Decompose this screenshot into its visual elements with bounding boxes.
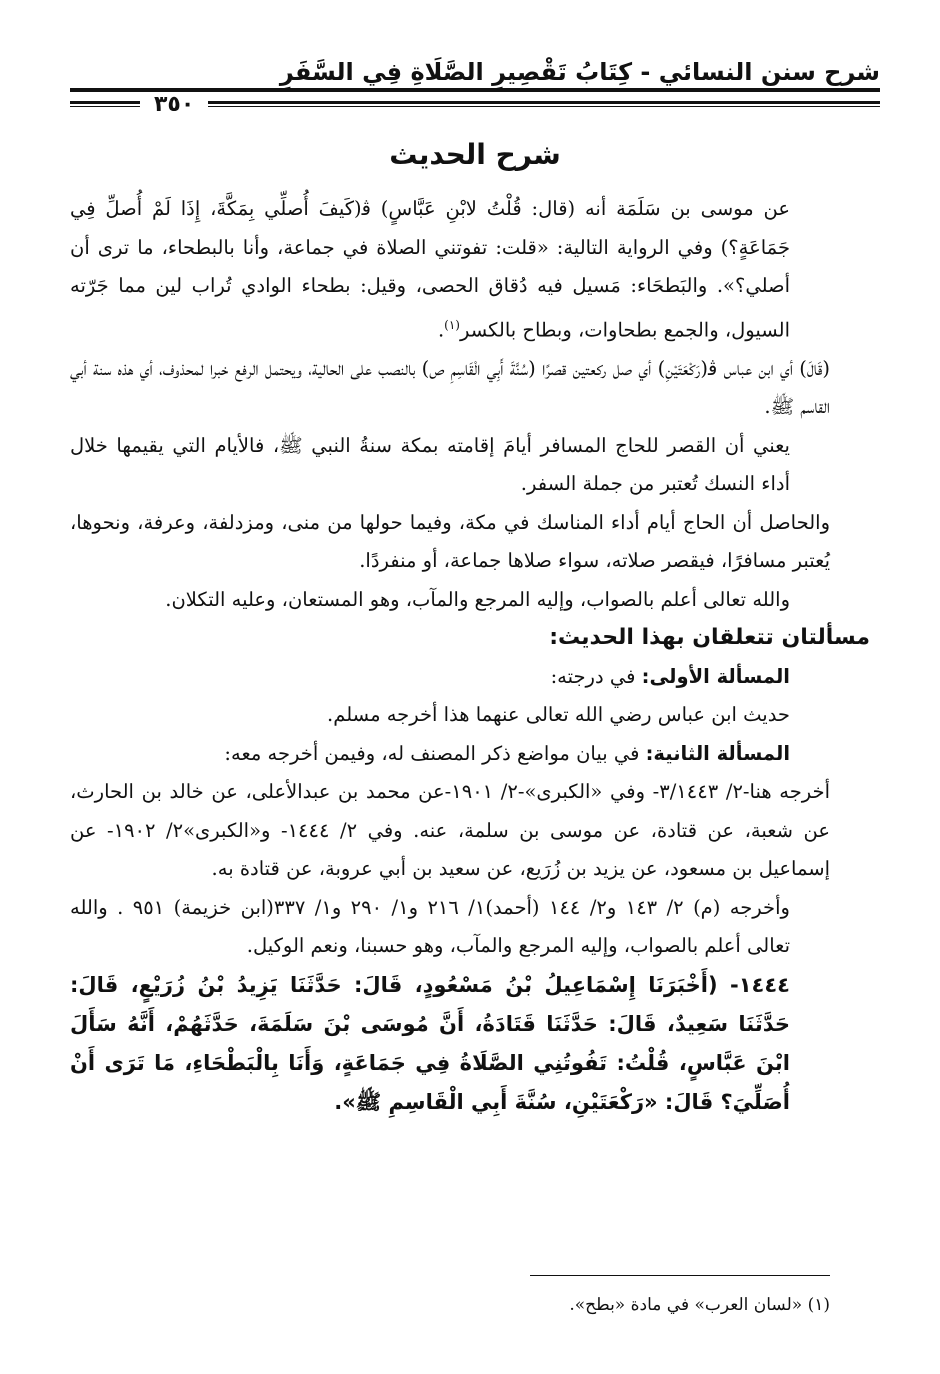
paragraph: عن موسى بن سَلَمَة أنه (قال: قُلْتُ لابْنِ عَبَّاسٍ) ﭬ(كَيفَ أُصلِّي بِمَكَّةَ، إِذَا لَمْ أُصلِّ فِي جَمَاعَةٍ؟) وفي الرواية التالية: «قلت: تفوتني الصلاة في جماعة، وأنا بالبطحاء، ما ترى أن أصلي؟». والبَطحَاء: مَسيل فيه دُقاق الحصى، وقيل: بطحاء الوادي تُراب لين مما جَرّته السيول، والجمع بطحاوات، وبطاح بالكسر$^{(١)}$. — [70, 197, 790, 341]
section-title: شرح الحديث — [389, 138, 561, 171]
running-title: شرح سنن النسائي - كِتَابُ تَقْصِيرِ الصَّلَاةِ فِي السَّفَرِ — [279, 58, 880, 86]
issue-1-body: حديث ابن عباس رضي الله تعالى عنهما هذا أخرجه مسلم. — [327, 703, 790, 726]
issue-2-label: المسألة الثانية: — [645, 741, 790, 765]
header-rule-long — [208, 101, 880, 107]
footnote-ref: (١) — [444, 317, 460, 332]
paragraph: والحاصل أن الحاج أيام أداء المناسك في مكة، وفيما حولها من منى، ومزدلفة، وعرفة، ونحوها، يُعتبر مسافرًا، فيقصر صلاته، سواء صلاها جماعة، أو منفردًا. — [70, 510, 830, 572]
footnote: (١) «لسان العرب» في مادة «بطح». — [569, 1295, 830, 1315]
issue-2-more: وأخرجه (م) ٢/ ١٤٣ و٢/ ١٤٤ (أحمد)١/ ٢١٦ و١/ ٢٩٠ و١/ ٣٣٧(ابن خزيمة) ٩٥١ . والله تعالى أعلم بالصواب، وإليه المرجع والمآب، وهو حسبنا، ونعم الوكيل. — [70, 895, 790, 957]
footnote-rule — [530, 1275, 830, 1276]
issue-2: المسألة الثانية: في بيان مواضع ذكر المصنف له، وفيمن أخرجه معه: — [224, 741, 790, 765]
issue-1-label: المسألة الأولى: — [641, 664, 790, 688]
page-body — [70, 190, 870, 1122]
issue-2-body: أخرجه هنا-٢/ ٣/١٤٤٣- وفي «الكبرى»-٢/ ١٩٠١-عن محمد بن عبدالأعلى، عن خالد بن الحارث، عن شعبة، عن قتادة، عن موسى بن سلمة، عنه. وفي ٢/ ١٤٤٤- و«الكبرى»٢/ ١٩٠٢- عن إسماعيل بن مسعود، عن يزيد بن زُرَيع، عن سعيد بن أبي عروبة، عن قتادة به. — [70, 780, 831, 880]
issues-heading: مسألتان تتعلقان بهذا الحديث: — [549, 625, 870, 650]
running-header — [70, 50, 880, 86]
issue-1: المسألة الأولى: في درجته: — [550, 664, 790, 688]
paragraph: والله تعالى أعلم بالصواب، وإليه المرجع والمآب، وهو المستعان، وعليه التكلان. — [165, 587, 790, 611]
paragraph: (قَالَ) أي ابن عباس ﭬ(رَكْعَتَيْنِ) أي صل ركعتين قصرًا (سُنَّةَ أَبِي الْقَاسِمِ ص) بالنصب على الحالية، ويحتمل الرفع خبرا لمحذوف، أي هذه سنة أبي القاسم ﷺ. — [70, 356, 830, 418]
header-rule-short — [70, 101, 140, 107]
hadith-text: ١٤٤٤- (أَخْبَرَنَا إِسْمَاعِيلُ بْنُ مَسْعُودٍ، قَالَ: حَدَّثَنَا يَزِيدُ بْنُ زُرَيْعٍ، قَالَ: حَدَّثَنَا سَعِيدٌ، قَالَ: حَدَّثَنَا قَتَادَةُ، أَنَّ مُوسَى بْنَ سَلَمَةَ، حَدَّثَهُمْ، أَنَّهُ سَأَلَ ابْنَ عَبَّاسٍ، قُلْتُ: تَفُوتُنِي الصَّلَاةُ فِي جَمَاعَةٍ، وَأَنَا بِالْبَطْحَاءِ، مَا تَرَى أَنْ أُصَلِّيَ؟ قَالَ: «رَكْعَتَيْنِ، سُنَّةَ أَبِي الْقَاسِمِ ﷺ». — [70, 972, 790, 1114]
paragraph: يعني أن القصر للحاج المسافر أيامَ إقامته بمكة سنةُ النبي ﷺ، فالأيام التي يقيمها خلال أداء النسك تُعتبر من جملة السفر. — [70, 433, 790, 495]
page-number: ٣٥٠ — [154, 91, 195, 117]
page-number-row — [70, 91, 880, 117]
